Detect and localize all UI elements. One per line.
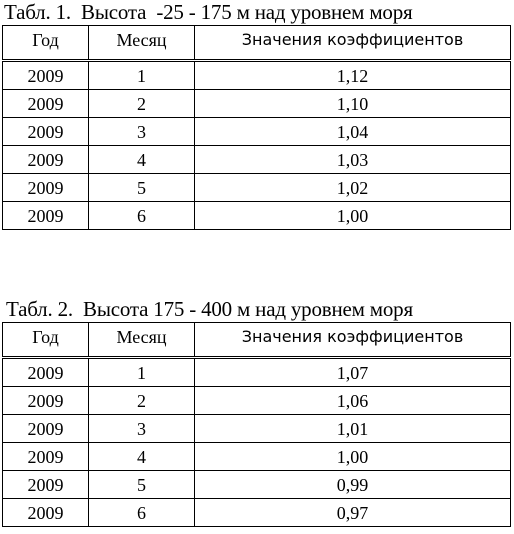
table-row: [3, 358, 511, 387]
cell-month: 5: [89, 174, 195, 202]
table-row: [3, 146, 511, 174]
column-header-month: Месяц: [89, 323, 195, 358]
table-2-caption: Табл. 2. Высота 175 - 400 м над уровнем моря: [6, 297, 413, 321]
cell-coefficient: 1,06: [195, 387, 511, 415]
cell-month: 6: [89, 499, 195, 527]
cell-month: 3: [89, 118, 195, 146]
cell-year: 2009: [3, 471, 89, 499]
cell-coefficient: 1,00: [195, 443, 511, 471]
cell-year: 2009: [3, 90, 89, 118]
table-row: [3, 90, 511, 118]
cell-year: 2009: [3, 499, 89, 527]
table-row: [3, 118, 511, 146]
cell-coefficient: 1,02: [195, 174, 511, 202]
cell-coefficient: 1,01: [195, 415, 511, 443]
coefficients-table-1: [2, 25, 511, 230]
cell-year: 2009: [3, 387, 89, 415]
cell-coefficient: 1,04: [195, 118, 511, 146]
cell-coefficient: 1,03: [195, 146, 511, 174]
cell-month: 5: [89, 471, 195, 499]
column-header-year: Год: [3, 323, 89, 358]
column-header-year: Год: [3, 26, 89, 61]
cell-coefficient: 1,12: [195, 61, 511, 90]
table-1-caption: Табл. 1. Высота -25 - 175 м над уровнем моря: [4, 0, 413, 24]
table-row: [3, 415, 511, 443]
table-header-row: [3, 26, 511, 61]
cell-year: 2009: [3, 61, 89, 90]
cell-year: 2009: [3, 415, 89, 443]
cell-year: 2009: [3, 146, 89, 174]
cell-month: 6: [89, 202, 195, 230]
table-row: [3, 499, 511, 527]
cell-month: 1: [89, 61, 195, 90]
cell-year: 2009: [3, 358, 89, 387]
column-header-coefficients: Значения коэффициентов: [195, 26, 511, 61]
cell-year: 2009: [3, 118, 89, 146]
coefficients-table-2: [2, 322, 511, 527]
cell-month: 2: [89, 90, 195, 118]
table-row: [3, 387, 511, 415]
cell-month: 3: [89, 415, 195, 443]
table-row: [3, 202, 511, 230]
cell-year: 2009: [3, 202, 89, 230]
column-header-coefficients: Значения коэффициентов: [195, 323, 511, 358]
cell-coefficient: 1,00: [195, 202, 511, 230]
cell-year: 2009: [3, 443, 89, 471]
column-header-month: Месяц: [89, 26, 195, 61]
cell-coefficient: 0,99: [195, 471, 511, 499]
table-row: [3, 443, 511, 471]
cell-coefficient: 1,10: [195, 90, 511, 118]
table-row: [3, 471, 511, 499]
cell-coefficient: 1,07: [195, 358, 511, 387]
cell-month: 4: [89, 443, 195, 471]
table-header-row: [3, 323, 511, 358]
table-row: [3, 174, 511, 202]
cell-year: 2009: [3, 174, 89, 202]
cell-month: 4: [89, 146, 195, 174]
cell-month: 2: [89, 387, 195, 415]
cell-month: 1: [89, 358, 195, 387]
table-row: [3, 61, 511, 90]
cell-coefficient: 0,97: [195, 499, 511, 527]
